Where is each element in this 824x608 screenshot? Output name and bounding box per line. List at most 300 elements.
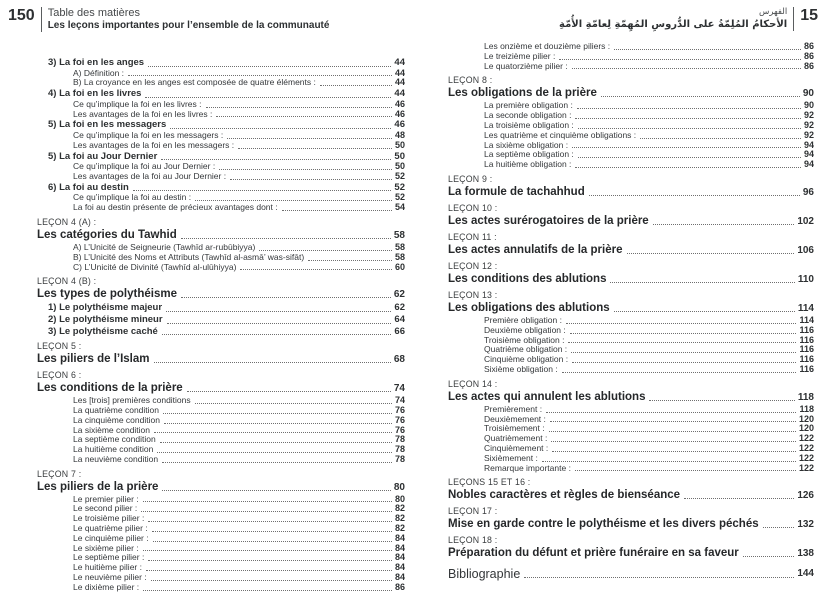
toc-entry-label: B) La croyance en les anges est composée de quatre éléments :: [73, 77, 316, 88]
toc-entry-label: La troisième obligation :: [484, 119, 574, 130]
toc-entry-page-number: 80: [394, 493, 405, 504]
toc-entry-page-number: 82: [394, 503, 405, 514]
dot-leader: [162, 334, 392, 335]
dot-leader: [153, 541, 392, 542]
toc-lesson-label: [448, 175, 814, 185]
dot-leader: [166, 311, 391, 312]
toc-entry-label: La sixième obligation :: [484, 139, 569, 150]
toc-entry-label: 3) Le polythéisme caché: [48, 325, 158, 337]
toc-entry-page-number: 52: [394, 170, 405, 181]
toc-entry-label: LEÇON 4 (B) :: [37, 276, 97, 287]
toc-entry: [37, 263, 405, 273]
toc-entry-label: Préparation du défunt et prière funéraire en sa faveur: [448, 547, 739, 560]
toc-entry-label: Les obligations de la prière: [448, 87, 597, 100]
toc-entry-page-number: 82: [394, 513, 405, 524]
toc-entry-label: Le septième pilier :: [73, 552, 145, 563]
toc-entry: [448, 62, 814, 72]
toc-entry-label: La sixième condition: [73, 424, 151, 435]
toc-entry-label: Ce qu’implique la foi au destin :: [73, 192, 192, 203]
dot-leader: [546, 412, 796, 413]
toc-entry-page-number: 64: [394, 313, 405, 325]
dot-leader: [162, 490, 390, 491]
dot-leader: [575, 167, 801, 168]
toc-entry-label: La seconde obligation :: [484, 110, 572, 121]
toc-entry-page-number: 116: [799, 334, 814, 345]
dot-leader: [577, 108, 801, 109]
toc-entry-page-number: 52: [394, 192, 405, 203]
toc-entry-page-number: 144: [797, 568, 814, 580]
toc-entry-page-number: 114: [799, 314, 814, 325]
toc-lesson-label: [37, 470, 405, 480]
toc-entry-label: Deuxième obligation :: [484, 324, 566, 335]
dot-leader: [162, 462, 392, 463]
toc-entry-label: Sixièmement :: [484, 452, 538, 463]
toc-entry-page-number: 126: [797, 490, 814, 502]
toc-entry-page-number: 122: [798, 442, 814, 453]
toc-entry-label: Les onzième et douzième piliers :: [484, 41, 611, 51]
dot-leader: [575, 470, 796, 471]
toc-entry-label: Troisièmement :: [484, 423, 545, 434]
toc-entry-label: Les conditions de la prière: [37, 382, 183, 395]
dot-leader: [238, 148, 392, 149]
dot-leader: [684, 498, 794, 499]
toc-entry-page-number: 106: [797, 244, 814, 256]
left-page-number: 150: [8, 7, 35, 24]
toc-entry: [448, 302, 814, 315]
toc-entry-page-number: 86: [803, 41, 814, 51]
toc-entry-label: Ce qu’implique la foi en les messagers :: [73, 129, 224, 140]
toc-entry-label: La première obligation :: [484, 100, 573, 111]
dot-leader: [572, 147, 801, 148]
toc-entry-page-number: 94: [803, 139, 814, 150]
dot-leader: [219, 169, 392, 170]
toc-entry: [37, 203, 405, 213]
dot-leader: [572, 362, 796, 363]
toc-entry-page-number: 66: [394, 325, 405, 337]
toc-entry-label: LEÇON 18 :: [448, 535, 498, 546]
dot-leader: [552, 451, 796, 452]
dot-leader: [549, 431, 796, 432]
toc-entry-page-number: 50: [394, 150, 405, 162]
toc-entry-page-number: 122: [798, 433, 814, 444]
toc-entry-label: LEÇON 13 :: [448, 289, 498, 300]
dot-leader: [320, 85, 392, 86]
toc-entry-label: LEÇON 6 :: [37, 370, 82, 381]
toc-entry: [37, 141, 405, 151]
toc-entry-label: LEÇON 17 :: [448, 506, 498, 517]
toc-entry-page-number: 58: [394, 251, 405, 262]
toc-entry: [448, 547, 814, 560]
toc-entry-label: Le treizième pilier :: [484, 50, 556, 61]
toc-entry-label: La septième obligation :: [484, 149, 574, 160]
toc-entry-page-number: 116: [799, 363, 814, 374]
toc-entry-page-number: 110: [797, 273, 814, 285]
dot-leader: [148, 560, 392, 561]
right-header-book-title-arabic: الأحكامُ المُلِمّةُ على الدُّروسِ المُهِمّةِ لِعامّةِ الأُمّةِ: [559, 19, 788, 30]
toc-entry-page-number: 78: [394, 453, 405, 464]
toc-entry-label: 5) La foi en les messagers: [48, 119, 167, 131]
dot-leader: [195, 403, 392, 404]
toc-entry: [37, 57, 405, 69]
toc-entry-page-number: 116: [799, 324, 814, 335]
dot-leader: [259, 250, 392, 251]
toc-entry-page-number: 96: [802, 186, 814, 198]
toc-entry-page-number: 46: [394, 119, 405, 131]
dot-leader: [154, 432, 392, 433]
toc-entry-label: Ce qu’implique la foi en les livres :: [73, 98, 202, 109]
dot-leader: [160, 442, 392, 443]
toc-entry-label: Cinquièmement :: [484, 442, 549, 453]
dot-leader: [230, 179, 392, 180]
toc-lesson-label: [37, 277, 405, 287]
toc-lesson-label: [37, 218, 405, 228]
toc-entry-page-number: 60: [394, 261, 405, 272]
toc-entry: [37, 314, 405, 326]
toc-entry-page-number: 90: [803, 100, 814, 111]
toc-entry-label: LEÇON 12 :: [448, 260, 498, 271]
dot-leader: [181, 297, 391, 298]
dot-leader: [551, 441, 796, 442]
toc-entry-label: LEÇON 11 :: [448, 231, 497, 242]
dot-leader: [187, 391, 391, 392]
dot-leader: [143, 590, 392, 591]
toc-entry-label: Le cinquième pilier :: [73, 532, 149, 543]
dot-leader: [141, 511, 392, 512]
dot-leader: [614, 311, 795, 312]
dot-leader: [143, 501, 392, 502]
dot-leader: [152, 531, 392, 532]
toc-entry-page-number: 118: [799, 403, 814, 414]
toc-entry-label: 4) La foi en les livres: [48, 88, 142, 100]
toc-entry: [37, 481, 405, 494]
toc-entry-page-number: 102: [797, 215, 814, 227]
toc-entry-page-number: 120: [798, 423, 814, 434]
dot-leader: [206, 107, 392, 108]
header-divider-bar: [41, 7, 42, 32]
toc-entry-label: Les avantages de la foi en les messagers :: [73, 139, 235, 150]
toc-entry-label: La huitième obligation :: [484, 159, 572, 170]
dot-leader: [578, 128, 801, 129]
dot-leader: [559, 59, 801, 60]
toc-entry-page-number: 132: [797, 519, 814, 531]
toc-entry: [37, 382, 405, 395]
toc-entry-label: A) L’Unicité de Seigneurie (Tawhīd ar-rubūbiyya): [73, 241, 256, 252]
toc-entry-page-number: 50: [394, 161, 405, 172]
toc-entry-page-number: 90: [802, 88, 814, 100]
toc-entry-page-number: 120: [798, 413, 814, 424]
toc-column-left: [37, 57, 405, 593]
toc-entry: [448, 273, 814, 286]
toc-entry-label: Les [trois] premières conditions: [73, 395, 191, 406]
dot-leader: [163, 413, 392, 414]
toc-lesson-label: [448, 233, 814, 243]
toc-entry-label: Bibliographie: [448, 567, 521, 582]
toc-entry-page-number: 122: [798, 452, 814, 463]
toc-entry: [37, 110, 405, 120]
toc-entry-label: Les catégories du Tawhid: [37, 228, 177, 241]
toc-entry-label: Troisième obligation :: [484, 334, 565, 345]
dot-leader: [578, 157, 801, 158]
dot-leader: [148, 521, 392, 522]
toc-entry-page-number: 84: [394, 552, 405, 563]
toc-entry-label: Les conditions des ablutions: [448, 272, 607, 285]
dot-leader: [614, 49, 801, 50]
toc-entry-page-number: 92: [803, 119, 814, 130]
right-page-header: [559, 7, 818, 31]
toc-entry: [448, 518, 814, 531]
toc-entry-label: Quatrièmement :: [484, 433, 548, 444]
toc-entry-label: Les actes qui annulent les ablutions: [448, 390, 646, 403]
toc-entry-label: Le huitième pilier :: [73, 562, 142, 573]
dot-leader: [653, 224, 795, 225]
toc-entry: [448, 215, 814, 228]
toc-entry-page-number: 92: [803, 110, 814, 121]
toc-entry: [37, 78, 405, 88]
dot-leader: [308, 260, 392, 261]
dot-leader: [167, 323, 392, 324]
toc-entry-label: La foi au destin présente de précieux avantages dont :: [73, 202, 278, 213]
dot-leader: [143, 550, 392, 551]
dot-leader: [282, 210, 392, 211]
toc-entry-label: La formule de tachahhud: [448, 185, 585, 198]
dot-leader: [640, 138, 801, 139]
toc-entry-label: 2) Le polythéisme mineur: [48, 313, 163, 325]
toc-entry-label: 5) La foi au Jour Dernier: [48, 150, 158, 162]
dot-leader: [566, 323, 797, 324]
toc-entry-page-number: 86: [803, 50, 814, 61]
toc-entry: [37, 455, 405, 465]
toc-entry: [37, 353, 405, 366]
toc-entry-page-number: 44: [394, 57, 405, 68]
toc-entry-page-number: 46: [394, 108, 405, 119]
toc-entry-page-number: 76: [394, 414, 405, 425]
toc-entry-label: La huitième condition: [73, 444, 154, 455]
toc-entry-page-number: 44: [394, 67, 405, 78]
dot-leader: [610, 282, 794, 283]
left-header-book-title: Les leçons importantes pour l’ensemble de la communauté: [47, 20, 330, 31]
dot-leader: [649, 400, 794, 401]
toc-entry-page-number: 78: [394, 444, 405, 455]
dot-leader: [170, 128, 391, 129]
dot-leader: [562, 372, 797, 373]
toc-entry-label: Les actes annulatifs de la prière: [448, 243, 623, 256]
right-header-section-arabic: الفهرس: [758, 7, 788, 17]
toc-entry: [448, 489, 814, 502]
toc-lesson-label: [448, 478, 814, 488]
toc-lesson-label: [448, 291, 814, 301]
dot-leader: [151, 580, 392, 581]
toc-entry-page-number: 52: [394, 181, 405, 193]
toc-entry-label: Quatrième obligation :: [484, 344, 568, 355]
toc-entry: [37, 302, 405, 314]
dot-leader: [240, 269, 392, 270]
dot-leader: [571, 352, 796, 353]
toc-entry-page-number: 92: [803, 129, 814, 140]
toc-lesson-label: [448, 380, 814, 390]
toc-entry-page-number: 84: [394, 562, 405, 573]
toc-entry-page-number: 74: [394, 395, 405, 406]
toc-entry-label: LEÇON 10 :: [448, 202, 498, 213]
toc-entry-page-number: 48: [394, 129, 405, 140]
dot-leader: [146, 570, 392, 571]
dot-leader: [575, 118, 801, 119]
dot-leader: [181, 238, 391, 239]
toc-entry-label: Les actes surérogatoires de la prière: [448, 214, 649, 227]
dot-leader: [550, 421, 796, 422]
toc-entry-label: Les obligations des ablutions: [448, 301, 610, 314]
toc-entry-label: Le second pilier :: [73, 503, 138, 514]
toc-entry-label: Mise en garde contre le polythéisme et les divers péchés: [448, 518, 759, 531]
toc-entry-label: Les types de polythéisme: [37, 288, 177, 301]
toc-entry-label: Les piliers de la prière: [37, 480, 159, 493]
dot-leader: [133, 190, 392, 191]
toc-entry-label: Premièrement :: [484, 403, 543, 414]
toc-entry-page-number: 84: [394, 572, 405, 583]
toc-entry-label: Remarque importante :: [484, 462, 571, 473]
toc-entry-label: Les quatrième et cinquième obligations :: [484, 129, 637, 140]
toc-lesson-label: [448, 507, 814, 517]
toc-entry-label: Cinquième obligation :: [484, 354, 569, 365]
dot-leader: [227, 138, 392, 139]
toc-entry-label: LEÇON 9 :: [448, 173, 493, 184]
toc-entry-label: La cinquième condition: [73, 414, 160, 425]
toc-entry-page-number: 74: [393, 383, 405, 395]
toc-entry-label: LEÇON 14 :: [448, 378, 498, 389]
dot-leader: [128, 75, 392, 76]
toc-entry-label: 6) La foi au destin: [48, 181, 129, 193]
toc-entry-label: LEÇON 4 (A) :: [37, 216, 97, 227]
toc-entry-label: A) Définition :: [73, 67, 125, 78]
toc-entry-page-number: 84: [394, 532, 405, 543]
dot-leader: [601, 96, 800, 97]
toc-entry-label: Le neuvième pilier :: [73, 572, 147, 583]
left-page-header: [8, 7, 329, 32]
toc-entry-label: Le dixième pilier :: [73, 581, 140, 592]
toc-entry-page-number: 54: [394, 202, 405, 213]
toc-entry-page-number: 50: [394, 139, 405, 150]
dot-leader: [164, 423, 392, 424]
toc-entry-label: Les piliers de l’Islam: [37, 353, 150, 366]
toc-entry-page-number: 94: [803, 149, 814, 160]
toc-entry: [448, 365, 814, 375]
toc-entry-page-number: 86: [803, 60, 814, 71]
toc-lesson-label: [37, 342, 405, 352]
toc-entry-label: Deuxièmement :: [484, 413, 546, 424]
toc-entry-page-number: 62: [394, 302, 405, 314]
toc-entry: [37, 229, 405, 242]
toc-entry: [448, 87, 814, 100]
toc-entry-label: Le premier pilier :: [73, 493, 139, 504]
toc-lesson-label: [448, 536, 814, 546]
toc-entry-label: La septième condition: [73, 434, 156, 445]
toc-entry-label: LEÇON 5 :: [37, 341, 82, 352]
toc-entry-page-number: 114: [797, 302, 814, 314]
toc-entry-label: Les avantages de la foi au Jour Dernier :: [73, 170, 227, 181]
dot-leader: [763, 527, 795, 528]
dot-leader: [589, 195, 800, 196]
toc-entry-page-number: 116: [799, 354, 814, 365]
dot-leader: [145, 97, 391, 98]
dot-leader: [154, 362, 391, 363]
toc-entry-page-number: 82: [394, 523, 405, 534]
dot-leader: [542, 461, 796, 462]
toc-entry-label: Sixième obligation :: [484, 363, 558, 374]
right-page-number: 15: [800, 7, 818, 24]
toc-column-right: [448, 42, 814, 581]
dot-leader: [524, 577, 794, 578]
toc-entry: [448, 244, 814, 257]
toc-entry-page-number: 68: [393, 354, 405, 366]
dot-leader: [195, 200, 392, 201]
toc-entry-label: Ce qu’implique la foi au Jour Dernier :: [73, 161, 216, 172]
toc-entry-page-number: 94: [803, 159, 814, 170]
toc-entry-page-number: 76: [394, 404, 405, 415]
toc-entry-label: Les avantages de la foi en les livres :: [73, 108, 213, 119]
toc-entry: [448, 567, 814, 581]
toc-entry-page-number: 58: [394, 241, 405, 252]
toc-entry-label: Le quatorzième pilier :: [484, 60, 568, 71]
toc-lesson-label: [37, 371, 405, 381]
toc-lesson-label: [448, 262, 814, 272]
toc-entry-page-number: 44: [394, 88, 405, 100]
toc-entry-label: C) L’Unicité de Divinité (Tawhīd al-ulūhiyya): [73, 261, 237, 272]
toc-lesson-label: [448, 204, 814, 214]
toc-entry-page-number: 80: [393, 481, 405, 493]
dot-leader: [568, 342, 796, 343]
toc-entry: [37, 583, 405, 593]
dot-leader: [216, 116, 392, 117]
toc-entry-page-number: 78: [394, 434, 405, 445]
left-header-section: Table des matières: [47, 7, 141, 19]
toc-entry-page-number: 44: [394, 77, 405, 88]
toc-entry-label: Nobles caractères et règles de bienséance: [448, 489, 681, 502]
toc-entry-label: La neuvième condition: [73, 453, 159, 464]
dot-leader: [570, 333, 797, 334]
header-divider-bar: [793, 7, 794, 31]
toc-entry: [448, 391, 814, 404]
toc-entry-page-number: 46: [394, 98, 405, 109]
toc-entry-page-number: 76: [394, 424, 405, 435]
dot-leader: [161, 159, 391, 160]
dot-leader: [627, 253, 795, 254]
dot-leader: [572, 68, 801, 69]
toc-entry-page-number: 62: [393, 289, 405, 301]
toc-lesson-label: [448, 76, 814, 86]
dot-leader: [148, 66, 391, 67]
toc-entry-page-number: 84: [394, 542, 405, 553]
toc-entry-page-number: 86: [394, 581, 405, 592]
toc-entry-label: 1) Le polythéisme majeur: [48, 302, 163, 314]
toc-entry-page-number: 138: [797, 548, 814, 560]
toc-entry-page-number: 58: [393, 229, 405, 241]
toc-entry-label: Le sixième pilier :: [73, 542, 139, 553]
toc-entry: [448, 186, 814, 199]
toc-entry: [37, 172, 405, 182]
toc-entry-label: 3) La foi en les anges: [48, 57, 145, 68]
toc-entry: [37, 326, 405, 338]
toc-entry-label: Le troisième pilier :: [73, 513, 145, 524]
toc-entry-page-number: 122: [798, 462, 814, 473]
toc-entry-page-number: 116: [799, 344, 814, 355]
toc-entry-label: La quatrième condition: [73, 404, 160, 415]
toc-entry: [37, 288, 405, 301]
toc-entry-label: LEÇON 8 :: [448, 75, 493, 86]
toc-entry: [448, 464, 814, 474]
dot-leader: [743, 556, 795, 557]
toc-entry-label: LEÇON 7 :: [37, 468, 82, 479]
toc-entry-label: B) L’Unicité des Noms et Attributs (Tawhīd al-asmā’ was-sifāt): [73, 251, 305, 262]
toc-entry: [448, 160, 814, 170]
